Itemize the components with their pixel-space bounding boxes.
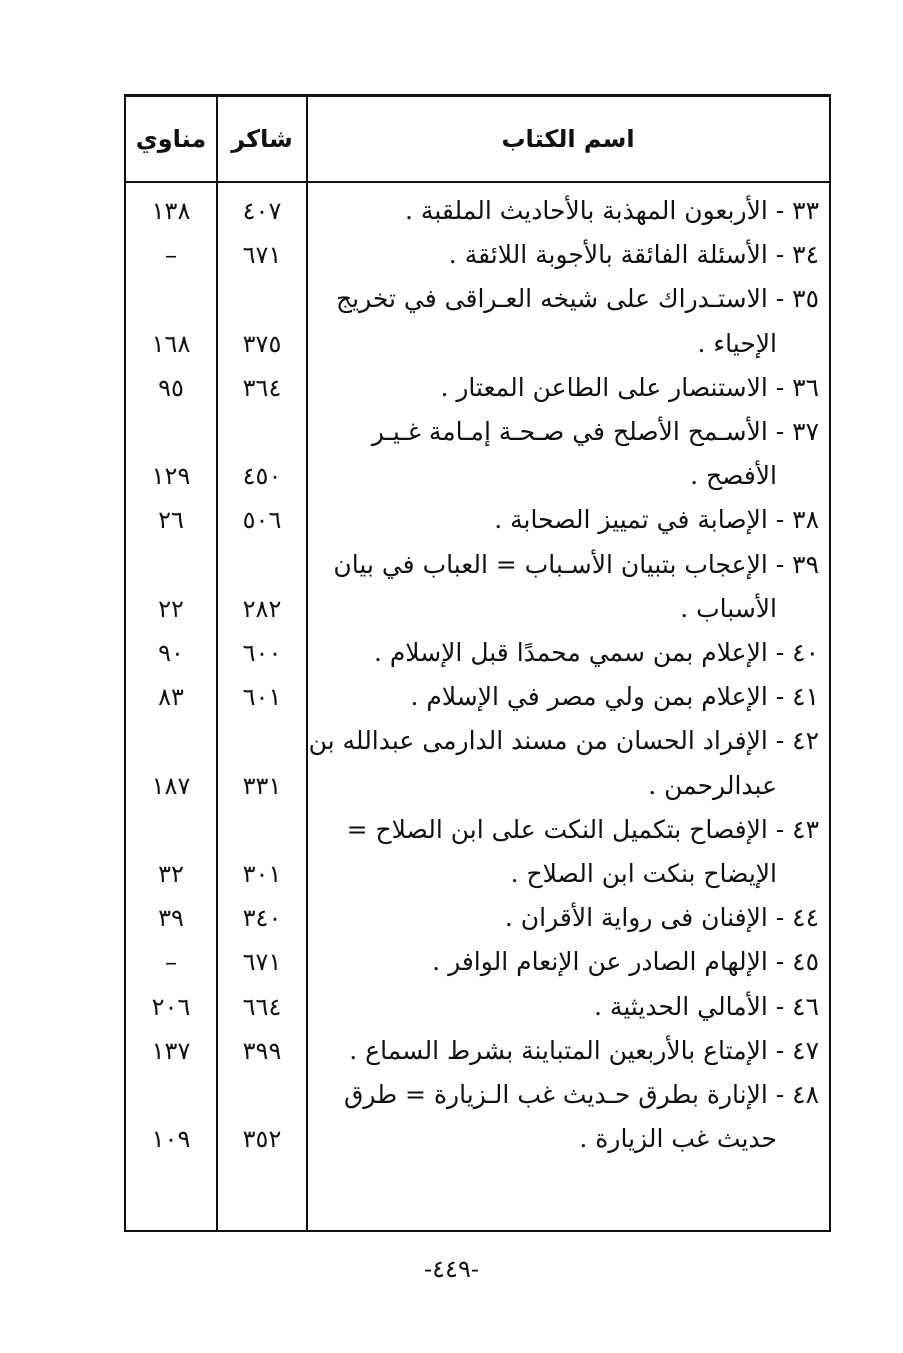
shakir-number: ٣٤٠ (242, 904, 282, 933)
shakir-number: ٦٧١ (242, 241, 282, 270)
book-title: ٤٥ - الإلهام الصادر عن الإنعام الوافر . (432, 947, 819, 977)
book-title: ٤٦ - الأمالي الحديثية . (594, 991, 819, 1021)
book-index-table (124, 94, 831, 1232)
book-title: ٤١ - الإعلام بمن ولي مصر في الإسلام . (410, 682, 819, 712)
shakir-number: ٣٠١ (242, 860, 282, 888)
shakir-number: ٦٠١ (242, 683, 282, 712)
book-title: ٤٣ - الإفصاح بتكميل النكت على ابن الصلاح = (346, 814, 819, 844)
book-title: ٣٤ - الأسئلة الفائقة بالأجوبة اللائقة . (448, 240, 819, 270)
book-title-continuation: عبدالرحمن . (648, 770, 777, 800)
manawi-number: ٩٠ (158, 639, 184, 667)
book-title: ٤٤ - الإفنان فى رواية الأقران . (504, 903, 819, 933)
manawi-number: ٣٢ (158, 860, 184, 888)
header-manawi: مناوي (135, 125, 207, 153)
book-title-continuation: الإحياء . (697, 328, 777, 358)
manawi-number: ١٢٩ (151, 462, 191, 491)
book-title: ٤٨ - الإنارة بطرق حـديث غب الـزيارة = طرق (344, 1080, 819, 1109)
book-title: ٣٨ - الإصابة في تمييز الصحابة . (494, 505, 819, 535)
shakir-number: ٦٦٤ (242, 992, 282, 1021)
shakir-number: ٣٦٤ (242, 373, 282, 402)
book-title: ٤٧ - الإمتاع بالأربعين المتباينة بشرط السماع . (349, 1035, 819, 1065)
manawi-number: ٨٣ (158, 683, 184, 712)
book-title: ٣٦ - الاستنصار على الطاعن المعتار . (440, 372, 819, 402)
manawi-number: ١٣٧ (151, 1036, 191, 1065)
column-divider (306, 97, 308, 1230)
manawi-number: – (165, 241, 177, 270)
manawi-number: ١٦٨ (151, 329, 191, 358)
shakir-number: ٤٥٠ (242, 462, 282, 491)
manawi-number: ٢٠٦ (151, 992, 191, 1021)
manawi-number: ١٣٨ (151, 197, 191, 225)
header-book-title: اسم الكتاب (501, 125, 635, 153)
manawi-number: ١٠٩ (151, 1125, 191, 1154)
book-title: ٣٧ - الأسـمح الأصلح في صـحـة إمـامة غـيـر (371, 417, 819, 446)
manawi-number: ١٨٧ (151, 771, 191, 800)
header-divider (126, 181, 829, 183)
manawi-number: ٩٥ (158, 373, 184, 402)
book-title-continuation: الأسباب . (680, 593, 777, 623)
shakir-number: ٣٣١ (242, 771, 282, 800)
manawi-number: ٣٩ (158, 904, 184, 933)
manawi-number: – (165, 948, 177, 977)
book-title: ٣٥ - الاستـدراك على شيخه العـراقى في تخريج (335, 284, 819, 314)
shakir-number: ٣٧٥ (242, 329, 282, 358)
shakir-number: ٢٨٢ (242, 594, 282, 623)
book-title: ٤٢ - الإفراد الحسان من مسند الدارمى عبدالله بن (308, 726, 819, 756)
manawi-number: ٢٢ (158, 594, 184, 623)
shakir-number: ٣٩٩ (242, 1036, 282, 1065)
book-title-continuation: حديث غب الزيارة . (579, 1124, 777, 1154)
book-title: ٣٣ - الأربعون المهذبة بالأحاديث الملقبة . (405, 196, 819, 225)
shakir-number: ٤٠٧ (242, 197, 282, 225)
shakir-number: ٣٥٢ (242, 1125, 282, 1154)
book-title-continuation: الأفصح . (690, 461, 777, 491)
page-number: -٤٤٩- (424, 1255, 479, 1283)
shakir-number: ٦٠٠ (242, 639, 282, 667)
book-title: ٤٠ - الإعلام بمن سمي محمدًا قبل الإسلام . (373, 638, 819, 667)
book-title-continuation: الإيضاح بنكت ابن الصلاح . (510, 859, 777, 888)
shakir-number: ٦٧١ (242, 948, 282, 977)
header-shakir: شاكر (231, 125, 293, 153)
book-title: ٣٩ - الإعجاب بتبيان الأسـباب = العباب في بيان (333, 549, 819, 579)
manawi-number: ٢٦ (158, 506, 184, 535)
shakir-number: ٥٠٦ (242, 506, 282, 535)
